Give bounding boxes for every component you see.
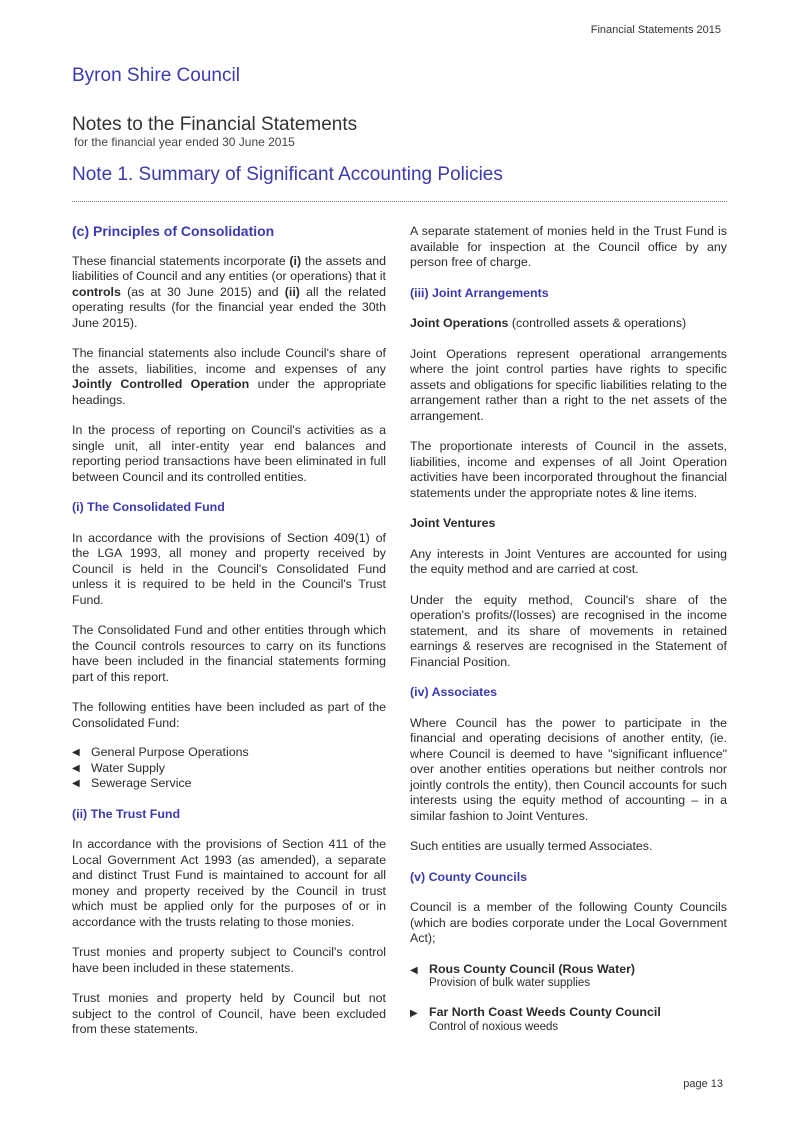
paragraph-ii-3: Trust monies and property held by Council but not subject to the control of Council, have been excluded from these statements.	[72, 991, 386, 1036]
paragraph-v-1: Council is a member of the following County Councils (which are bodies corporate under the Local Government Act);	[410, 900, 727, 945]
list-item-text: Sewerage Service	[91, 776, 192, 790]
list-item-text: General Purpose Operations	[91, 745, 249, 759]
paragraph-iv-1: Where Council has the power to participate in the financial and operating decisions of another entity, (ie. where Council is deemed to have "significant influence" over another entities operations but neither controls nor jointly controls the entity), then Council accounts for such interests using the equity method of accounting – in a similar fashion to Joint Ventures.	[410, 715, 727, 823]
list-item	[72, 745, 386, 761]
county-council-name: Far North Coast Weeds County Council	[429, 1005, 661, 1019]
bold-run: Joint Operations	[410, 316, 509, 330]
notes-subtitle: for the financial year ended 30 June 2015	[74, 135, 295, 149]
section-heading-ii: (ii) The Trust Fund	[72, 806, 181, 821]
section-heading-v: (v) County Councils	[410, 869, 528, 884]
council-name: Byron Shire Council	[72, 65, 240, 86]
section-heading-c: (c) Principles of Consolidation	[72, 223, 275, 239]
bullet-icon: ◀	[72, 778, 80, 789]
county-council-desc: Control of noxious weeds	[429, 1020, 559, 1033]
bullet-icon: ◀	[72, 762, 80, 774]
divider-rule	[72, 201, 727, 202]
notes-title: Notes to the Financial Statements	[72, 114, 358, 135]
joint-operations-heading	[410, 316, 727, 332]
section-heading-iv: (iv) Associates	[410, 685, 498, 699]
paragraph-c-3: In the process of reporting on Council's activities as a single unit, all inter-entity year end balances and reporting period transactions have been eliminated in full between Council and its controlled entities.	[72, 423, 386, 484]
bold-run: controls	[72, 284, 121, 299]
county-council-desc: Provision of bulk water supplies	[429, 977, 591, 989]
text-run: These financial statements incorporate	[72, 253, 290, 268]
paragraph-i-2: The Consolidated Fund and other entities through which the Council controls resources to carry on its functions have been included in the financial statements forming part of this report.	[72, 623, 386, 684]
text-run: The financial statements also include Council's share of the assets, liabilities, income and expenses of any	[72, 346, 386, 376]
bold-run: (ii)	[284, 284, 300, 299]
list-item-text: Water Supply	[91, 760, 165, 775]
paragraph-ii-1: In accordance with the provisions of Section 411 of the Local Government Act 1993 (as amended), a separate and distinct Trust Fund is maintained to account for all money and property received by the Council in trust which must be applied only for the purposes of or in accordance with the trusts relating to those monies.	[72, 837, 386, 929]
left-column	[72, 224, 386, 1053]
text-run: (as at 30 June 2015) and	[120, 284, 285, 299]
paragraph-trust-statement: A separate statement of monies held in the Trust Fund is available for inspection at the Council office by any person free of charge.	[410, 224, 727, 269]
text-run: (controlled assets & operations)	[508, 316, 687, 330]
paragraph-iv-2: Such entities are usually termed Associates.	[410, 839, 653, 853]
text-run: the assets and liabilities of Council and any entities (or operations) that it	[72, 253, 386, 283]
list-item	[72, 776, 386, 792]
text-run: all the related operating results (for the financial year ended the 30th June 2015).	[72, 284, 386, 330]
county-council-name: Rous County Council (Rous Water)	[429, 961, 636, 976]
bullet-icon: ◀	[72, 747, 80, 758]
paragraph-i-3: The following entities have been included as part of the Consolidated Fund:	[72, 700, 386, 730]
paragraph-i-1: In accordance with the provisions of Section 409(1) of the LGA 1993, all money and property received by Council is held in the Council's Consolidated Fund unless it is required to be held in the Council's Trust Fund.	[72, 530, 386, 607]
text-run: under the appropriate headings.	[72, 377, 386, 407]
page-number: page 13	[683, 1078, 723, 1090]
paragraph-jv-2: Under the equity method, Council's share of the operation's profits/(losses) are recognised in the income statement, and its share of movements in retained earnings & reserves are recognised in the Statement of Financial Position.	[410, 592, 727, 669]
note-heading: Note 1. Summary of Significant Accounting Policies	[72, 164, 503, 185]
list-item	[72, 761, 386, 777]
county-council-list	[410, 962, 727, 1034]
entity-list	[72, 745, 386, 792]
paragraph-jo-2: The proportionate interests of Council in the assets, liabilities, income and expenses of all Joint Operation activities have been incorporated throughout the financial statements under the appropriate notes & line items.	[410, 439, 727, 500]
bullet-icon: ▶	[410, 1008, 418, 1019]
list-item	[410, 962, 727, 991]
section-heading-iii: (iii) Joint Arrangements	[410, 285, 549, 300]
paragraph-jo-1: Joint Operations represent operational arrangements where the joint control parties have rights to specific assets and obligations for specific liabilities relating to the arrangement rather than a right to the net assets of the arrangement.	[410, 346, 727, 423]
right-column	[410, 224, 727, 1049]
bold-run: (i)	[289, 253, 302, 268]
list-item	[410, 1005, 727, 1034]
paragraph-jv-1: Any interests in Joint Ventures are accounted for using the equity method and are carried at cost.	[410, 546, 727, 576]
paragraph-c-2	[72, 346, 386, 408]
joint-ventures-heading: Joint Ventures	[410, 516, 496, 530]
running-header: Financial Statements 2015	[590, 24, 721, 36]
bold-run: Jointly Controlled Operation	[72, 377, 250, 391]
paragraph-ii-2: Trust monies and property subject to Council's control have been included in these statements.	[72, 945, 386, 975]
paragraph-c-1	[72, 254, 386, 332]
section-heading-i: (i) The Consolidated Fund	[72, 500, 225, 514]
bullet-icon: ◀	[410, 964, 418, 976]
